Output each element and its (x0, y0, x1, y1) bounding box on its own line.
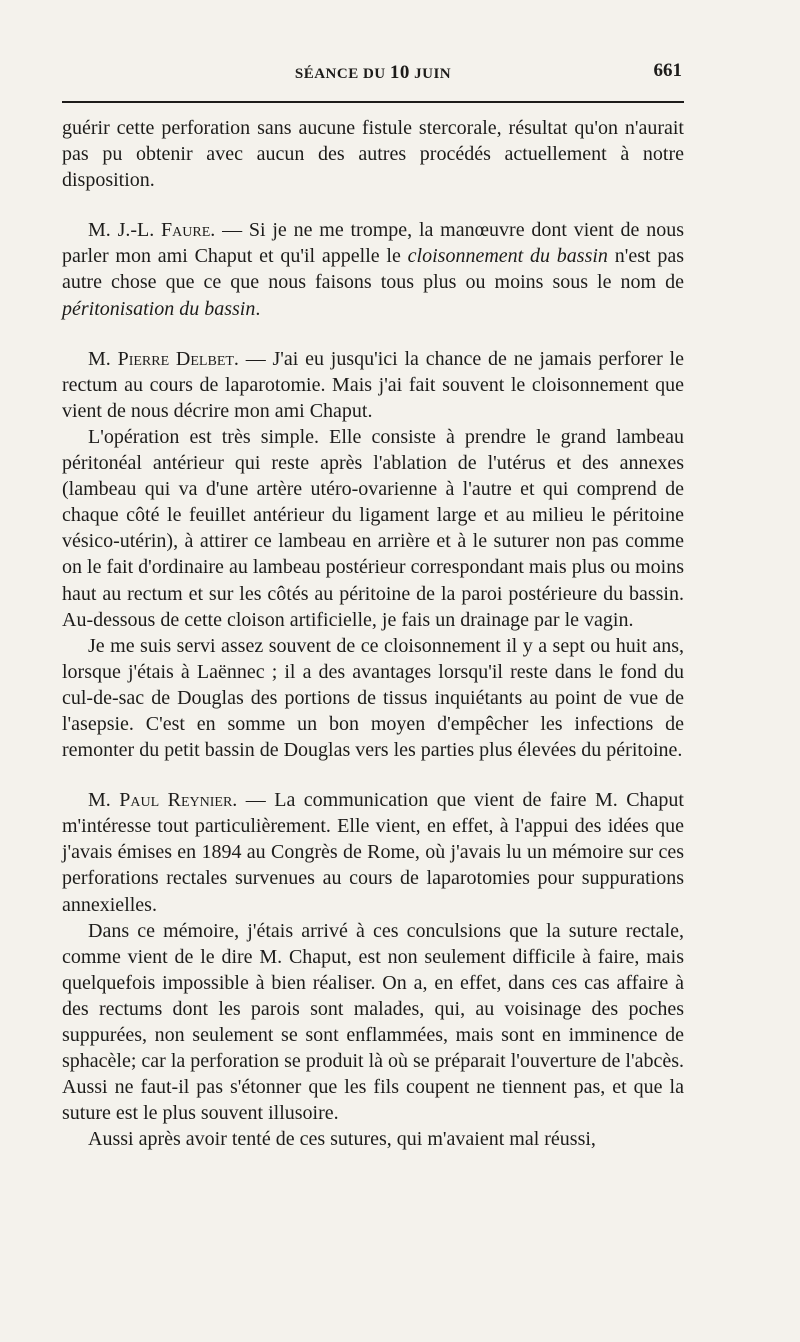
running-header (62, 62, 684, 86)
italic-term: péritonisation du bassin (62, 297, 256, 320)
paragraph-laennec: Je me suis servi assez souvent de ce cloisonnement il y a sept ou huit ans, lorsque j'étais à Laënnec ; il a des avantages lorsqu'il reste dans le fond du cul-de-sac de Douglas des portions de tissus inquiétants au point de vue de l'asepsie. C'est en somme un bon moyen d'empêcher les infections de remonter du petit bassin de Douglas vers les parties plus élevées du péritoine. (62, 634, 684, 762)
paragraph-text: n'est pas autre chose que ce que nous faisons tous plus ou moins sous le nom de (62, 245, 684, 294)
paragraph-delbet (62, 346, 684, 424)
speaker-name: Pierre Delbet (117, 347, 234, 370)
paragraph-operation: L'opération est très simple. Elle consiste à prendre le grand lambeau péritonéal antérieur qui reste après l'ablation de l'utérus et des annexes (lambeau qui va d'une artère utéro-ovarienne à l'autre et qui comprend de chaque côté le feuillet antérieur du ligament large et au milieu le péritoine vésico-utérin), à attirer ce lambeau en arrière et à le suturer non pas comme on le fait d'ordinaire au lambeau postérieur correspondant mais plus ou moins haut au rectum et sur les côtés au péritoine de la paroi postérieure du bassin. Au-dessous de cette cloison artificielle, je fais un drainage par le vagin. (62, 425, 684, 631)
paragraph-memoire: Dans ce mémoire, j'étais arrivé à ces conculsions que la suture rectale, comme vient de le dire M. Chaput, est non seulement difficile à faire, mais quelquefois impossible à bien réaliser. On a, en effet, dans ces cas affaire à des rectums dont les parois sont malades, qui, au voisinage des poches suppurées, non seulement se sont enflammées, mais sont en imminence de sphacèle; car la perforation se produit là où se préparait l'ouverture de l'abcès. Aussi ne faut-il pas s'étonner que les fils coupent ne tiennent pas, et que la suture est le plus souvent illusoire. (62, 919, 684, 1125)
speaker-prefix: M. (88, 347, 118, 370)
page-number: 661 (653, 60, 682, 81)
speaker-name: Paul Reynier (119, 789, 233, 812)
paragraph-faure (62, 217, 684, 321)
speaker-name: Faure (161, 219, 211, 242)
paragraph-text: . — J'ai eu jusqu'ici la chance de ne jamais perforer le rectum au cours de laparotomie. Mais j'ai fait souvent le cloisonnement que vient de nous décrire mon ami Chaput. (62, 347, 684, 422)
title-suffix: JUIN (409, 66, 452, 82)
title-prefix: SÉANCE DU (294, 66, 390, 82)
page-body (62, 115, 684, 1152)
speaker-prefix: M. (88, 789, 120, 812)
paragraph-text: . — La communication que vient de faire M. Chaput m'intéresse tout particulièrement. Elle vient, en effet, à l'appui des idées que j'avais émises en 1894 au Congrès de Rome, où j'avais lu un mémoire sur ces perforations rectales survenues au cours de laparotomies pour suppurations annexielles. (62, 789, 684, 916)
running-title (62, 62, 684, 84)
paragraph-last-line: Aussi après avoir tenté de ces sutures, qui m'avaient mal réussi, (88, 1128, 596, 1151)
title-day: 10 (389, 62, 410, 83)
paragraph-text: . — Si je ne me trompe, la manœuvre dont vient de nous parler mon ami Chaput et qu'il appelle le (62, 219, 684, 268)
paragraph-continuation: guérir cette perforation sans aucune fistule stercorale, résultat qu'on n'aurait pas pu obtenir avec aucun des autres procédés actuellement à notre disposition. (62, 117, 684, 192)
italic-term: cloisonnement du bassin (407, 245, 608, 268)
speaker-prefix: M. J.-L. (88, 219, 162, 242)
paragraph-reynier (62, 787, 684, 917)
header-rule (62, 101, 684, 103)
paragraph-text: . (255, 297, 261, 320)
